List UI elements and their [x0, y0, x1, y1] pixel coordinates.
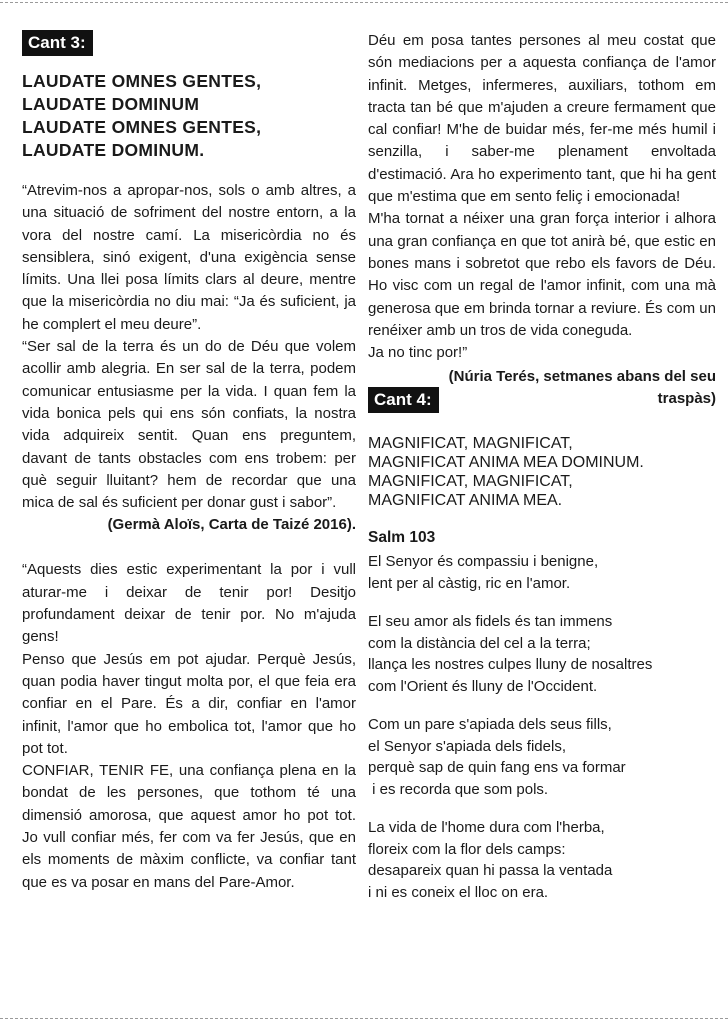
quote-paragraph: Penso que Jesús em pot ajudar. Perquè Jesús, quan podia haver tingut molta por, el que feia era confiar en el Pare. És a dir, confiar en l'amor infinit, l'amor que ho embolica tot, l'amor que ho pot tot.: [22, 650, 356, 757]
right-column: [368, 30, 716, 1014]
top-cut-line: [0, 2, 728, 3]
left-column: [22, 30, 356, 1014]
psalm-stanza: [368, 817, 716, 903]
quote-paragraph: “Atrevim-nos a apropar-nos, sols o amb altres, a una situació de sofriment del nostre entorn, a la vora del nostre camí. La misericòrdia no és sensiblera, sinó exigent, d'una exigència sense límits. Una llei posa límits clars al deure, mentre que la misericòrdia no diu mai: “Ja és suficient, ja he complert el meu deure”.: [22, 182, 356, 333]
psalm-line: i es recorda que som pols.: [368, 780, 549, 798]
psalm-line: com la distància del cel a la terra;: [368, 634, 591, 652]
cant4-line: MAGNIFICAT ANIMA MEA.: [368, 492, 563, 510]
psalm-line: Com un pare s'apiada dels seus fills,: [368, 716, 612, 734]
psalm-title: Salm 103: [368, 529, 436, 547]
cant4-lyrics: [368, 434, 716, 510]
cant3-line: LAUDATE DOMINUM.: [22, 140, 205, 160]
quote-attribution-cont: traspàs): [657, 390, 716, 408]
psalm-stanza: [368, 611, 716, 697]
psalm-line: com l'Orient és lluny de l'Occident.: [368, 677, 598, 695]
psalm-line: el Senyor s'apiada dels fidels,: [368, 737, 566, 755]
psalm-line: floreix com la flor dels camps:: [368, 840, 566, 858]
psalm-line: El seu amor als fidels és tan immens: [368, 613, 613, 631]
quote-paragraph: M'ha tornat a néixer una gran força interior i alhora una gran confiança en que tot anirà bé, que estic en bones mans i sobretot que rebo els favors de Déu. Ho visc com un regal de l'amor infinit, com una mà generosa que em brinda tornar a reviure. És com un renéixer amb un tros de vida coneguda.: [368, 210, 716, 339]
quote-attribution: (Germà Aloïs, Carta de Taizé 2016).: [107, 516, 356, 534]
quote-attribution: (Núria Terés, setmanes abans del seu: [448, 368, 716, 386]
psalm-line: perquè sap de quin fang ens va formar: [368, 759, 626, 777]
cant3-line: LAUDATE DOMINUM: [22, 94, 200, 114]
psalm-stanza: [368, 551, 716, 594]
cant4-line: MAGNIFICAT ANIMA MEA DOMINUM.: [368, 454, 644, 472]
cant4-label: Cant 4:: [368, 387, 439, 413]
cant4-line: MAGNIFICAT, MAGNIFICAT,: [368, 473, 573, 491]
psalm-line: La vida de l'home dura com l'herba,: [368, 819, 605, 837]
quote-nuria-part1: [22, 559, 356, 893]
cant3-line: LAUDATE OMNES GENTES,: [22, 71, 262, 91]
cant3-lyrics: [22, 70, 356, 162]
attribution-block: [368, 366, 716, 410]
psalm-stanza: [368, 714, 716, 800]
psalm-line: El Senyor és compassiu i benigne,: [368, 553, 599, 571]
cant3-line: LAUDATE OMNES GENTES,: [22, 117, 262, 137]
quote-paragraph: “Ser sal de la terra és un do de Déu que volem acollir amb alegria. En ser sal de la terra, podem comunicar entusiasme per la vida. I quan fem la vida bonica pels qui ens són confiats, la nostra vida adquireix sentit. Quan ens preguntem, davant de tants obstacles com ens trobem: per què seguir lluitant? hem de recordar que una mica de sal és suficient per donar gust i sabor”.: [22, 338, 356, 512]
psalm-line: i ni es coneix el lloc on era.: [368, 883, 549, 901]
quote-paragraph: Déu em posa tantes persones al meu costat que són mediacions per a aquesta confiança de l'amor infinit. Metges, infermeres, auxiliars, tothom em tracta tan bé que m'ajuden a creure fermament que cal confiar! M'he de buidar més, fer-me més humil i senzilla, i saber-me plenament envoltada d'estimació. Ara ho experimento tant, que hi ha gent que m'estima que em sento feliç i emocionada!: [368, 32, 716, 206]
psalm-line: lent per al càstig, ric en l'amor.: [368, 574, 571, 592]
bottom-cut-line: [0, 1018, 728, 1019]
psalm-line: llança les nostres culpes lluny de nosaltres: [368, 656, 653, 674]
cant3-label: Cant 3:: [22, 30, 93, 56]
quote-paragraph: “Aquests dies estic experimentant la por i vull aturar-me i deixar de tenir por! Desitjo profundament deixar de tenir por. No m'ajuda gens!: [22, 561, 356, 646]
cant4-line: MAGNIFICAT, MAGNIFICAT,: [368, 435, 573, 453]
quote-paragraph: Ja no tinc por!”: [368, 344, 468, 362]
psalm-line: desapareix quan hi passa la ventada: [368, 862, 613, 880]
quote-paragraph: CONFIAR, TENIR FE, una confiança plena en la bondat de les persones, que tothom té una dimensió amorosa, que aquest amor ho pot tot. Jo vull confiar més, fer com va fer Jesús, que en els moments de màxim conflicte, va confiar tant que es va posar en mans del Pare-Amor.: [22, 762, 356, 891]
quote-taize: [22, 180, 356, 535]
quote-nuria-part2: [368, 30, 716, 364]
